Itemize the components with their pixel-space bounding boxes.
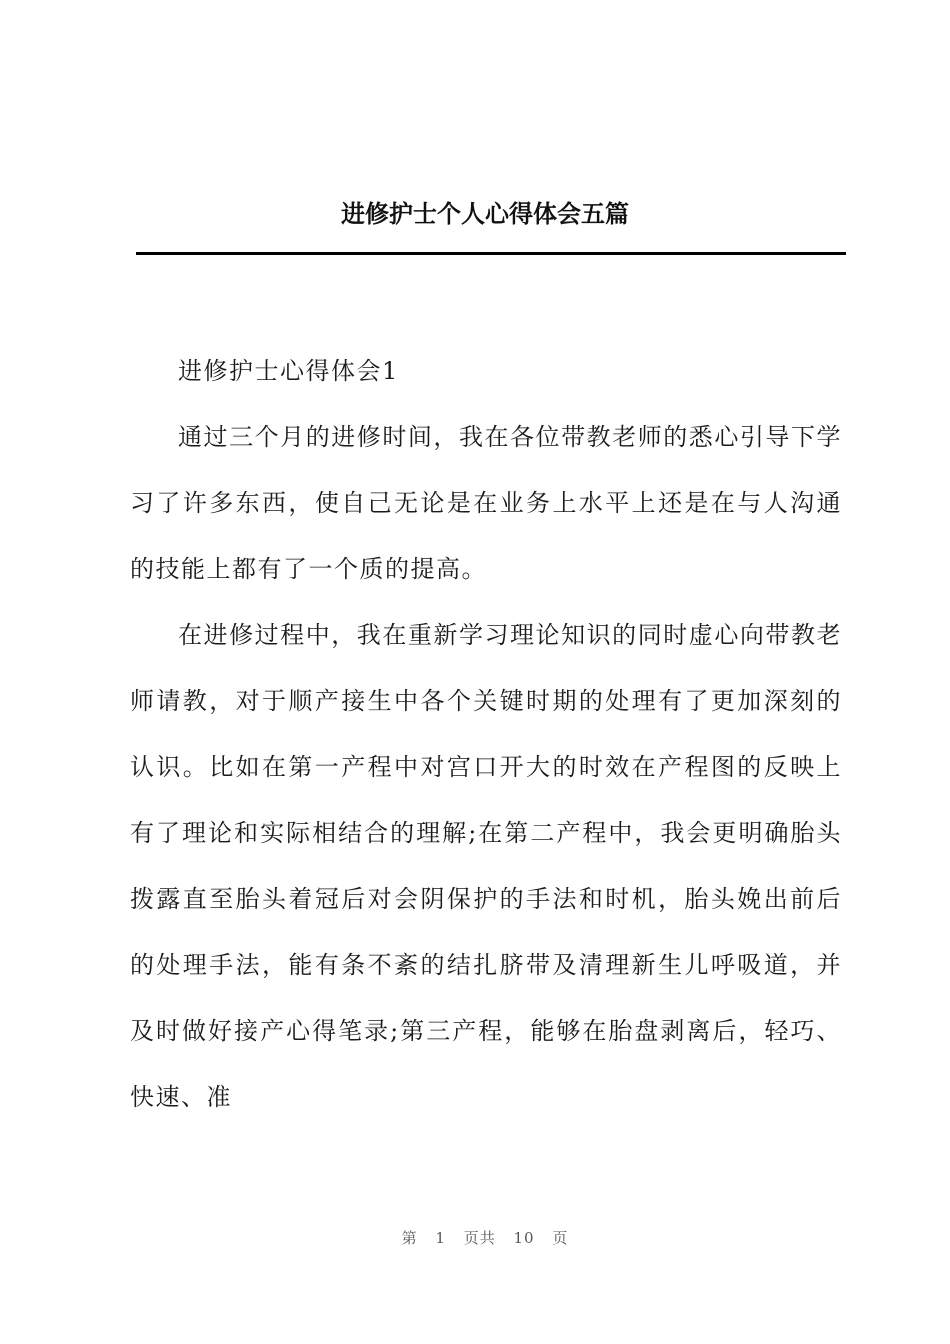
footer-prefix: 第	[401, 1229, 418, 1247]
footer-total-pages: 10	[513, 1229, 535, 1247]
body-paragraph: 在进修过程中，我在重新学习理论知识的同时虚心向带教老师请教，对于顺产接生中各个关键时期的处理有了更加深刻的认识。比如在第一产程中对宫口开大的时效在产程图的反映上有了理论和实际相结合的理解;在第二产程中，我会更明确胎头拨露直至胎头着冠后对会阴保护的手法和时机，胎头娩出前后的处理手法，能有条不紊的结扎脐带及清理新生儿呼吸道，并及时做好接产心得笔录;第三产程，能够在胎盘剥离后，轻巧、快速、准	[130, 621, 842, 1111]
title-underline	[136, 252, 846, 255]
footer-middle: 页共	[463, 1229, 496, 1247]
footer-suffix: 页	[552, 1229, 569, 1247]
document-body	[130, 338, 842, 1130]
footer-current-page: 1	[435, 1229, 446, 1247]
page-footer	[0, 1226, 950, 1250]
document-title: 进修护士个人心得体会五篇	[341, 200, 629, 228]
body-paragraph: 通过三个月的进修时间，我在各位带教老师的悉心引导下学习了许多东西，使自己无论是在业务上水平上还是在与人沟通的技能上都有了一个质的提高。	[130, 423, 842, 583]
section-heading: 进修护士心得体会1	[178, 357, 399, 385]
